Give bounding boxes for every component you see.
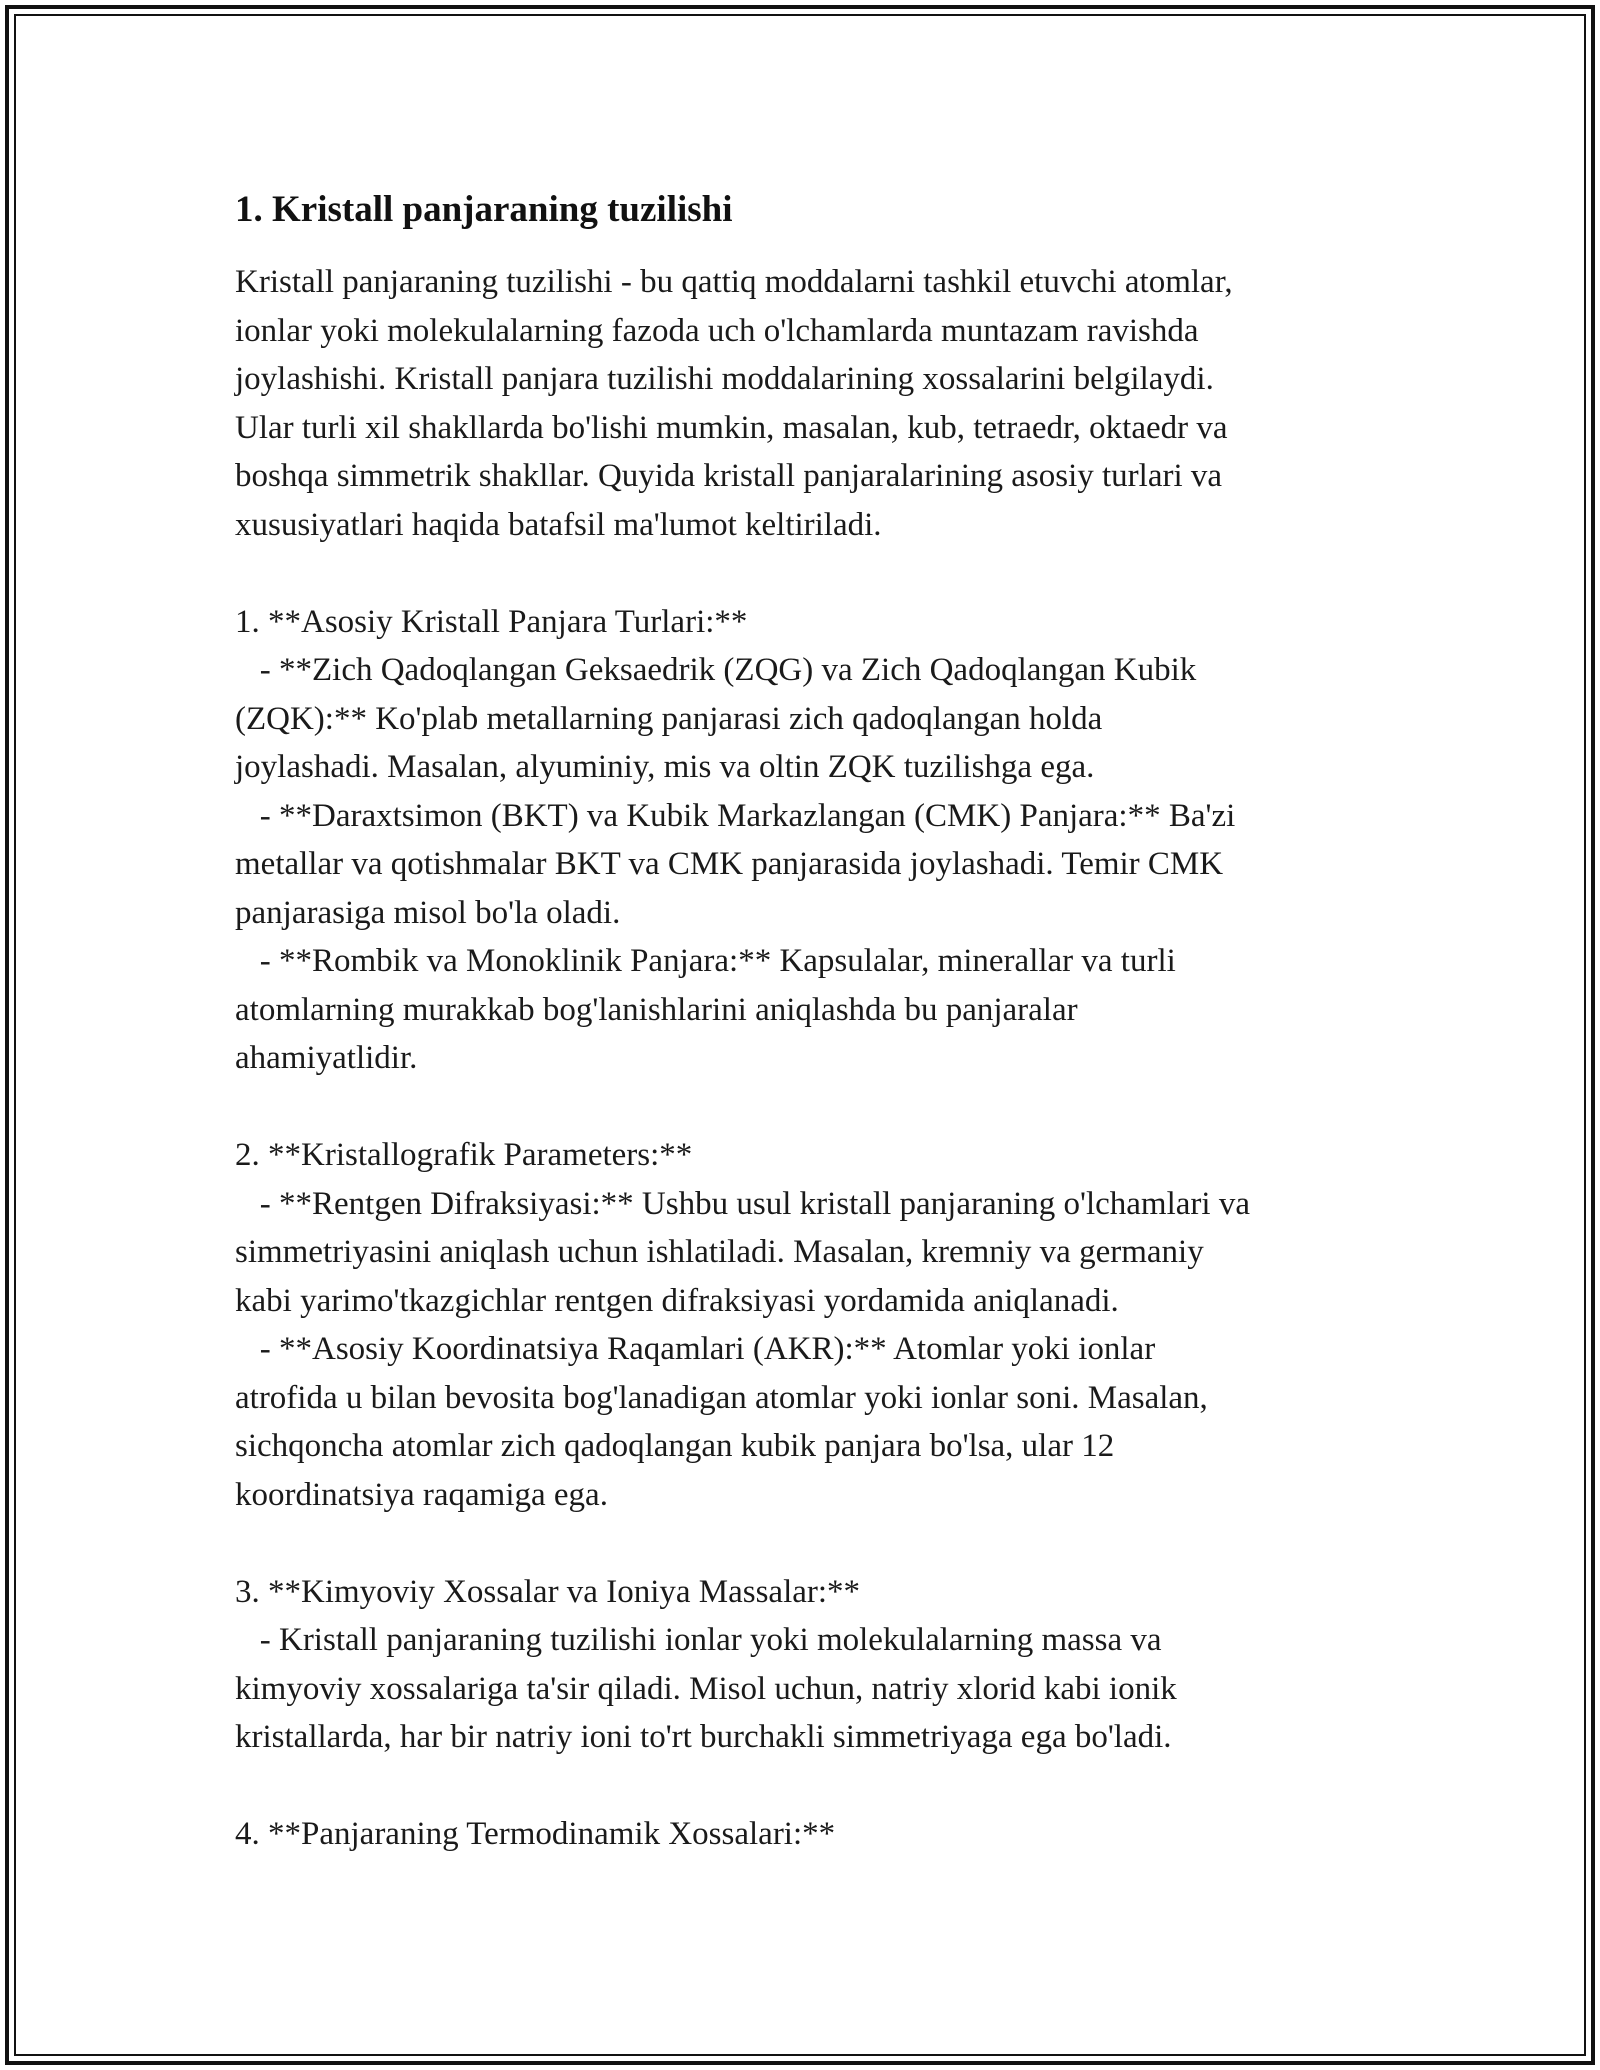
text-line: kristallarda, har bir natriy ioni to'rt burchakli simmetriyaga ega bo'ladi. (235, 1719, 1172, 1755)
text-line: ionlar yoki molekulalarning fazoda uch o'lchamlarda muntazam ravishda (235, 312, 1199, 349)
text-line: - Kristall panjaraning tuzilishi ionlar yoki molekulalarning massa va (235, 1622, 1162, 1658)
text-line: panjarasiga misol bo'la oladi. (235, 894, 621, 931)
text-line: boshqa simmetrik shakllar. Quyida kristall panjaralarining asosiy turlari va (235, 458, 1223, 494)
text-line: joylashadi. Masalan, alyuminiy, mis va oltin ZQK tuzilishga ega. (235, 749, 1095, 785)
text-line: simmetriyasini aniqlash uchun ishlatiladi. Masalan, kremniy va germaniy (235, 1234, 1204, 1270)
document-body (235, 185, 1395, 1859)
document-text (235, 258, 1395, 1859)
text-line: - **Daraxtsimon (BKT) va Kubik Markazlangan (CMK) Panjara:** Ba'zi (235, 797, 1236, 834)
text-line: - **Rentgen Difraksiyasi:** Ushbu usul kristall panjaraning o'lchamlari va (235, 1185, 1250, 1222)
text-line: kimyoviy xossalariga ta'sir qiladi. Misol uchun, natriy xlorid kabi ionik (235, 1670, 1177, 1707)
text-line: - **Asosiy Koordinatsiya Raqamlari (AKR):** Atomlar yoki ionlar (235, 1331, 1156, 1367)
text-line: kabi yarimo'tkazgichlar rentgen difraksiyasi yordamida aniqlanadi. (235, 1282, 1119, 1319)
text-line: metallar va qotishmalar BKT va CMK panjarasida joylashadi. Temir CMK (235, 846, 1224, 882)
blank-line (235, 1083, 1395, 1132)
text-line: joylashishi. Kristall panjara tuzilishi moddalarining xossalarini belgilaydi. (235, 361, 1214, 397)
text-line: sichqoncha atomlar zich qadoqlangan kubik panjara bo'lsa, ular 12 (235, 1428, 1115, 1464)
text-line: xususiyatlari haqida batafsil ma'lumot keltiriladi. (235, 506, 882, 543)
blank-line (235, 549, 1395, 598)
text-line: 2. **Kristallografik Parameters:** (235, 1137, 693, 1173)
blank-line (235, 1762, 1395, 1811)
text-line: koordinatsiya raqamiga ega. (235, 1476, 608, 1513)
document-title: 1. Kristall panjaraning tuzilishi (235, 189, 733, 230)
text-line: atomlarning murakkab bog'lanishlarini aniqlashda bu panjaralar (235, 991, 1078, 1028)
blank-line (235, 1519, 1395, 1568)
text-line: atrofida u bilan bevosita bog'lanadigan atomlar yoki ionlar soni. Masalan, (235, 1379, 1208, 1416)
text-line: 1. **Asosiy Kristall Panjara Turlari:** (235, 603, 748, 640)
text-line: 3. **Kimyoviy Xossalar va Ioniya Massalar:** (235, 1573, 861, 1610)
text-line: ahamiyatlidir. (235, 1040, 418, 1076)
text-line: 4. **Panjaraning Termodinamik Xossalari:** (235, 1816, 836, 1852)
text-line: - **Zich Qadoqlangan Geksaedrik (ZQG) va Zich Qadoqlangan Kubik (235, 652, 1197, 688)
text-line: Ular turli xil shakllarda bo'lishi mumkin, masalan, kub, tetraedr, oktaedr va (235, 409, 1228, 446)
text-line: (ZQK):** Ko'plab metallarning panjarasi zich qadoqlangan holda (235, 700, 1103, 737)
text-line: - **Rombik va Monoklinik Panjara:** Kapsulalar, minerallar va turli (235, 943, 1176, 979)
text-line: Kristall panjaraning tuzilishi - bu qattiq moddalarni tashkil etuvchi atomlar, (235, 264, 1233, 300)
